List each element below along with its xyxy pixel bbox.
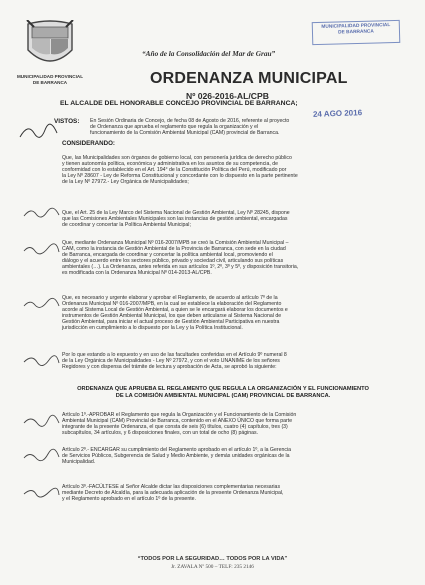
margin-signature-icon	[22, 447, 62, 465]
paragraph-line: y tienen autonomía política, económica y administrativa en los asuntos de su competencia, de	[62, 161, 278, 167]
paragraph-line: Por lo que estando a lo expuesto y en uso de las facultades conferidas en el Artículo 9º numeral 8	[62, 352, 287, 358]
date-stamp: 24 AGO 2016	[312, 108, 363, 119]
paragraph-line: Que, las Municipalidades son órganos de gobierno local, con personería jurídica de derecho público	[62, 155, 292, 161]
page-title: ORDENANZA MUNICIPAL	[150, 70, 348, 87]
crest-caption: MUNICIPALIDAD PROVINCIAL DE BARRANCA	[16, 74, 83, 85]
article-line: y el Reglamento aprobado en el artículo 1º de la presente.	[62, 496, 196, 502]
paragraph-line: diálogo y el acuerdo entre los sectores público, privado y sociedad civil, articulando sus políticas	[62, 258, 284, 264]
paragraph-line: CAM, como la instancia de Gestión Ambiental de la Provincia de Barranca, con sede en la ciudad	[62, 246, 286, 252]
year-motto: “Año de la Consolidación del Mar de Grau”	[142, 49, 276, 58]
margin-signature-icon	[22, 295, 62, 313]
margin-signature-icon	[22, 412, 62, 430]
considerando-label: CONSIDERANDO:	[62, 140, 115, 147]
mayor-intro: EL ALCALDE DEL HONORABLE CONCEJO PROVINCIAL DE BARRANCA;	[60, 100, 298, 107]
paragraph-line: Que, mediante Ordenanza Municipal Nº 016-2007/MPB se creó la Comisión Ambiental Municipal –	[62, 240, 289, 246]
footer-slogan: “TODOS POR LA SEGURIDAD… TODOS POR LA VIDA”	[137, 556, 288, 562]
paragraph-line: acorde al Sistema Local de Gestión Ambiental, a quien se le encargará elaborar los documentos e	[62, 307, 288, 313]
paragraph-line: de la Ley Nº 27972.- Ley Orgánica de Municipalidades;	[62, 179, 189, 185]
paragraph-line: Que, es necesario y urgente elaborar y aprobar el Reglamento, de acuerdo al artículo 7º de la	[62, 295, 278, 301]
paragraph-line: ambientales (…). La Ordenanza, antes referida en sus artículos 1º, 2º, 3º y 5º, y disposición transitoria,	[62, 264, 299, 270]
paragraph-line: que las Comisiones Ambientales Municipales son las instancias de gestión ambiental, encargadas	[62, 216, 288, 222]
margin-signature-icon	[18, 118, 60, 148]
article-line: de Servicios Públicos, Subgerencia de Salud y Medio Ambiente, y demás unidades orgánicas de la	[62, 453, 290, 459]
ordinance-number: Nº 026-2016-AL/CPB	[186, 91, 269, 101]
article-line: Artículo 3º.-FACÚLTESE al Señor Alcalde dictar las disposiciones complementarias necesarias	[62, 484, 281, 490]
article-line: subcapítulos, 34 artículos, y 6 disposiciones finales, con un total de ocho (8) páginas.	[62, 430, 259, 436]
vistos-label: VISTOS:	[54, 118, 80, 125]
article-line: mediante Decreto de Alcaldía, para la adecuada aplicación de la presente Ordenanza Municipal,	[62, 490, 284, 496]
paragraph-line: de Barranca, encargada de coordinar y concertar la política ambiental local, promoviendo el	[62, 252, 273, 258]
article-line: Artículo 2º.- ENCARGAR su cumplimiento del Reglamento aprobado en el artículo 1º, a la Gerencia	[62, 447, 291, 453]
article-line: integrante de la presente Ordenanza, el que consta de seis (6) títulos, cuatro (4) capítulos, tres (3)	[62, 424, 288, 430]
paragraph-line: Gestión Ambiental, para iniciar el actual proceso de Gestión Ambiental Participativa en nuestra	[62, 319, 280, 325]
article-line: Artículo 1º.-APROBAR el Reglamento que regula la Organización y el Funcionamiento de la Comisión	[62, 412, 297, 418]
receipt-stamp: MUNICIPALIDAD PROVINCIAL DE BARRANCA	[312, 20, 401, 45]
vistos-line: de Ordenanza que aprueba el reglamento que regula la organización y el	[90, 124, 259, 130]
paragraph-line: de la Ley Orgánica de Municipalidades - Ley Nº 27972, y con el voto UNANIME de los señores	[62, 358, 280, 364]
paragraph-line: Ordenanza Municipal Nº 016-2007/MPB, en la cual se establece la elaboración del Reglamento	[62, 301, 282, 307]
footer-address: Jr. ZAVALA Nº 500 – TELF: 235 2146	[171, 564, 254, 570]
article-line: Municipalidad.	[62, 459, 96, 465]
paragraph-line: la Ley Nº 28607 - Ley de Reforma Constitucional y concordante con lo dispuesto en la parte pertinente	[62, 173, 298, 179]
paragraph-line: es modificada con la Ordenanza Municipal Nº 014-2013-AL/CPB.	[62, 270, 212, 276]
margin-signature-icon	[22, 352, 62, 370]
article-line: Ambiental Municipal (CAM) Provincial de Barranca, contenido en el ANEXO ÚNICO que forma parte	[62, 418, 293, 424]
paragraph-line: Que, el Art. 25 de la Ley Marco del Sistema Nacional de Gestión Ambiental, Ley Nº 28245, dispone	[62, 210, 290, 216]
margin-signature-icon	[22, 241, 62, 259]
margin-signature-icon	[22, 205, 62, 223]
vistos-line: funcionamiento de la Comisión Ambiental Municipal (CAM) provincial de Barranca.	[90, 130, 280, 136]
paragraph-line: instrumentos de Gestión Ambiental Municipal, los que deben articularse al Sistema Nacional de	[62, 313, 282, 319]
paragraph-line: Regidores y con dispensa del trámite de lectura y aprobación de Acta, se aprobó la siguiente:	[62, 364, 277, 370]
margin-signature-icon	[22, 484, 62, 502]
ordinance-title: ORDENANZA QUE APRUEBA EL REGLAMENTO QUE REGULA LA ORGANIZACIÓN Y EL FUNCIONAMIENTO DE LA COMISIÓN AMBIENTAL MUNICIPAL (CAM) PROVINCIAL DE BARRANCA.	[77, 386, 369, 399]
paragraph-line: conformidad con lo establecido en el Art. 194° de la Constitución Política del Perú, modificado por	[62, 167, 287, 173]
paragraph-line: jurisdicción en cumplimiento a lo dispuesto por la Ley y la Política Institucional.	[62, 325, 243, 331]
vistos-line: En Sesión Ordinaria de Concejo, de fecha 08 de Agosto de 2016, referente al proyecto	[90, 118, 290, 124]
municipal-crest-icon	[20, 20, 80, 72]
paragraph-line: de coordinar y concertar la Política Ambiental Municipal;	[62, 222, 191, 228]
